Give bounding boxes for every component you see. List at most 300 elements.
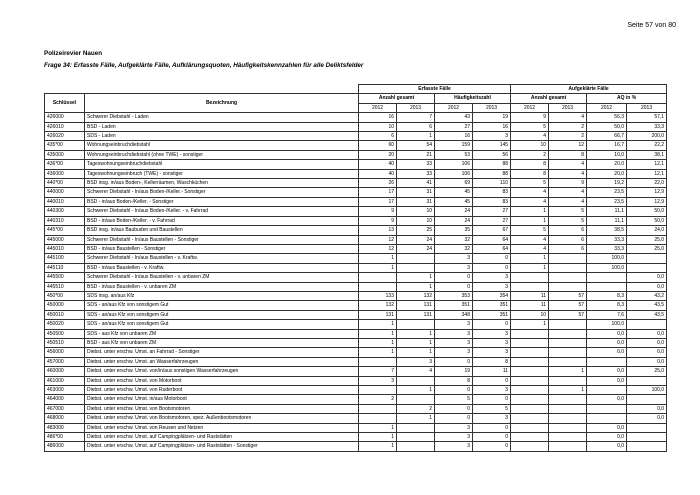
value-cell: 0,0 [627, 357, 667, 366]
value-cell: 133 [359, 291, 397, 300]
key-cell: 460000 [45, 367, 85, 376]
table-row [45, 235, 667, 244]
value-cell: 8,3 [587, 301, 627, 310]
subheader-frequency: Häufigkeitszahl [435, 94, 511, 103]
value-cell: 10 [397, 216, 435, 225]
value-cell: 56,3 [587, 113, 627, 122]
value-cell [359, 273, 397, 282]
value-cell: 11,1 [587, 216, 627, 225]
value-cell [549, 254, 587, 263]
value-cell: 7 [359, 367, 397, 376]
value-cell: 5 [511, 179, 549, 188]
value-cell: 145 [473, 141, 511, 150]
value-cell: 24 [397, 235, 435, 244]
value-cell: 1 [511, 263, 549, 272]
table-row [45, 310, 667, 319]
value-cell: 10,0 [587, 150, 627, 159]
value-cell [549, 329, 587, 338]
value-cell [397, 442, 435, 451]
key-cell: 464000 [45, 395, 85, 404]
description-cell: Tageswohnungseinbruchdiebstahl [85, 160, 359, 169]
value-cell: 83 [473, 188, 511, 197]
value-cell [359, 414, 397, 423]
value-cell: 4 [549, 197, 587, 206]
value-cell: 32 [435, 244, 473, 253]
value-cell: 1 [397, 386, 435, 395]
value-cell: 12,1 [627, 160, 667, 169]
table-body [45, 113, 667, 452]
value-cell: 3 [473, 348, 511, 357]
value-cell: 0 [473, 442, 511, 451]
key-cell: 426020 [45, 132, 85, 141]
value-cell [587, 404, 627, 413]
value-cell: 6 [549, 226, 587, 235]
table-row [45, 113, 667, 122]
value-cell: 57 [549, 291, 587, 300]
value-cell [627, 442, 667, 451]
value-cell: 0 [435, 357, 473, 366]
organization-title: Polizeirevier Nauen [44, 50, 103, 57]
column-header-description: Bezeichnung [85, 94, 359, 113]
value-cell [511, 376, 549, 385]
value-cell [397, 263, 435, 272]
header-empty [85, 85, 359, 94]
table-row [45, 273, 667, 282]
value-cell: 6 [359, 132, 397, 141]
key-cell: 450*00 [45, 291, 85, 300]
value-cell: 2 [549, 132, 587, 141]
value-cell: 11 [511, 291, 549, 300]
value-cell [627, 263, 667, 272]
value-cell [397, 320, 435, 329]
key-cell: 450500 [45, 329, 85, 338]
key-cell: 467000 [45, 404, 85, 413]
table-row [45, 226, 667, 235]
value-cell: 0 [435, 386, 473, 395]
value-cell: 9 [511, 113, 549, 122]
value-cell [587, 282, 627, 291]
table-row [45, 423, 667, 432]
value-cell: 0,0 [587, 329, 627, 338]
description-cell: BSD - in/aus Boden-/Keller. - v. Fahrrad [85, 216, 359, 225]
value-cell: 0,0 [587, 423, 627, 432]
value-cell: 33,3 [587, 244, 627, 253]
table-row [45, 188, 667, 197]
value-cell [549, 442, 587, 451]
table-row [45, 320, 667, 329]
year-header: 2012 [435, 103, 473, 112]
description-cell: SDS - aus Kfz von unbaren ZM [85, 329, 359, 338]
table-row [45, 329, 667, 338]
value-cell: 3 [435, 423, 473, 432]
report-subtitle: Frage 34: Erfasste Fälle, Aufgeklärte Fälle, Aufklärungsquoten, Häufigkeitskennzahlen für alle Deliktsfelder [44, 62, 364, 69]
value-cell: 11,1 [587, 207, 627, 216]
value-cell [627, 433, 667, 442]
value-cell: 24 [435, 207, 473, 216]
value-cell: 88 [473, 160, 511, 169]
value-cell [627, 376, 667, 385]
value-cell: 0 [473, 433, 511, 442]
value-cell: 20,0 [587, 160, 627, 169]
description-cell: Schwerer Diebstahl - In/aus Baustellen - v. Kraftw. [85, 254, 359, 263]
table-row [45, 169, 667, 178]
value-cell: 1 [397, 282, 435, 291]
value-cell: 25,0 [627, 235, 667, 244]
value-cell: 66,7 [587, 132, 627, 141]
value-cell: 33 [397, 169, 435, 178]
value-cell: 1 [359, 320, 397, 329]
value-cell: 12 [359, 244, 397, 253]
description-cell: Diebst. unter erschw. Umst. von Reusen und Netzen [85, 423, 359, 432]
description-cell: BSD insg. in/aus Boden-, Kellerräumen, Waschküchen [85, 179, 359, 188]
value-cell [627, 395, 667, 404]
value-cell: 2 [359, 395, 397, 404]
value-cell [359, 282, 397, 291]
table-row [45, 160, 667, 169]
value-cell: 351 [473, 310, 511, 319]
value-cell [549, 273, 587, 282]
value-cell: 200,0 [627, 132, 667, 141]
value-cell: 1 [511, 320, 549, 329]
value-cell: 5 [511, 226, 549, 235]
value-cell: 64 [473, 235, 511, 244]
value-cell: 23,5 [587, 197, 627, 206]
value-cell: 88 [473, 169, 511, 178]
value-cell: 43 [435, 113, 473, 122]
value-cell: 4 [511, 244, 549, 253]
value-cell [511, 348, 549, 357]
table-row [45, 291, 667, 300]
value-cell: 24,0 [627, 226, 667, 235]
value-cell: 132 [359, 301, 397, 310]
value-cell: 10 [397, 207, 435, 216]
key-cell: 450510 [45, 338, 85, 347]
description-cell: Schwerer Diebstahl - In/aus Baustellen - v. unbaren ZM [85, 273, 359, 282]
value-cell: 0,0 [587, 395, 627, 404]
value-cell: 17 [359, 188, 397, 197]
year-header: 2013 [627, 103, 667, 112]
description-cell: Wohnungseinbruchdiebstahl [85, 141, 359, 150]
value-cell: 3 [435, 433, 473, 442]
value-cell: 56 [473, 150, 511, 159]
table-row [45, 254, 667, 263]
key-cell: 450000 [45, 301, 85, 310]
value-cell: 0 [435, 414, 473, 423]
value-cell: 4 [549, 113, 587, 122]
description-cell: SDS - an/aus Kfz von sonstigem Gut [85, 301, 359, 310]
table-row [45, 179, 667, 188]
value-cell: 1 [359, 254, 397, 263]
value-cell: 1 [511, 254, 549, 263]
value-cell [549, 433, 587, 442]
value-cell: 3 [435, 320, 473, 329]
value-cell: 1 [397, 273, 435, 282]
table-row [45, 263, 667, 272]
value-cell [627, 254, 667, 263]
value-cell: 8 [549, 150, 587, 159]
value-cell: 24 [435, 216, 473, 225]
value-cell: 1 [397, 414, 435, 423]
value-cell: 4 [549, 188, 587, 197]
table-row [45, 376, 667, 385]
value-cell: 50,0 [627, 207, 667, 216]
key-cell: 440010 [45, 197, 85, 206]
value-cell: 351 [435, 301, 473, 310]
description-cell: BSD - in/aus Baustellen - Sonstiger [85, 244, 359, 253]
key-cell: 445*00 [45, 226, 85, 235]
value-cell: 45 [435, 188, 473, 197]
value-cell: 5 [473, 404, 511, 413]
value-cell: 35 [435, 226, 473, 235]
value-cell: 24 [397, 244, 435, 253]
value-cell [511, 367, 549, 376]
key-cell: 436000 [45, 169, 85, 178]
value-cell [549, 376, 587, 385]
value-cell: 54 [397, 141, 435, 150]
value-cell: 2 [511, 150, 549, 159]
value-cell: 57 [549, 301, 587, 310]
value-cell: 12,9 [627, 197, 667, 206]
value-cell: 3 [473, 386, 511, 395]
value-cell [587, 357, 627, 366]
key-cell: 435000 [45, 150, 85, 159]
value-cell: 22,2 [627, 141, 667, 150]
value-cell: 3 [435, 329, 473, 338]
value-cell [549, 348, 587, 357]
value-cell: 12,1 [627, 169, 667, 178]
value-cell: 40 [359, 160, 397, 169]
value-cell [549, 282, 587, 291]
value-cell: 5 [511, 122, 549, 131]
value-cell: 3 [397, 357, 435, 366]
value-cell [359, 357, 397, 366]
value-cell: 4 [511, 132, 549, 141]
table-row [45, 367, 667, 376]
table-row [45, 122, 667, 131]
value-cell: 9 [359, 207, 397, 216]
value-cell: 1 [397, 329, 435, 338]
description-cell: BSD - in/aus Boden-/Keller. - Sonstiger [85, 197, 359, 206]
value-cell: 0,0 [627, 273, 667, 282]
value-cell [511, 357, 549, 366]
value-cell: 4 [511, 235, 549, 244]
value-cell: 0,0 [627, 348, 667, 357]
key-cell: 461000 [45, 376, 85, 385]
value-cell [511, 273, 549, 282]
value-cell: 3 [473, 329, 511, 338]
description-cell: Wohnungseinbruchdiebstahl (ohne TWE) - sonstiger [85, 150, 359, 159]
value-cell [359, 404, 397, 413]
page-number: Seite 57 von 80 [627, 22, 676, 29]
table-row [45, 207, 667, 216]
value-cell: 32 [435, 235, 473, 244]
value-cell: 3 [359, 376, 397, 385]
value-cell: 0,0 [587, 367, 627, 376]
value-cell [627, 320, 667, 329]
value-cell: 4 [511, 197, 549, 206]
table-row [45, 197, 667, 206]
value-cell: 0,0 [587, 376, 627, 385]
value-cell: 43,2 [627, 291, 667, 300]
value-cell: 0 [473, 320, 511, 329]
description-cell: Diebst. unter erschw. Umst. von Motorboot [85, 376, 359, 385]
value-cell: 17 [359, 197, 397, 206]
value-cell: 10 [511, 310, 549, 319]
value-cell: 351 [473, 301, 511, 310]
key-cell: 445510 [45, 282, 85, 291]
value-cell: 6 [549, 244, 587, 253]
value-cell [627, 423, 667, 432]
value-cell: 4 [549, 169, 587, 178]
value-cell: 8,3 [587, 291, 627, 300]
key-cell: 463000 [45, 386, 85, 395]
value-cell: 45 [435, 197, 473, 206]
description-cell: SDS - an/aus Kfz von sonstigem Gut [85, 320, 359, 329]
value-cell: 16,7 [587, 141, 627, 150]
value-cell: 6 [397, 122, 435, 131]
value-cell: 27 [435, 122, 473, 131]
key-cell: 486000 [45, 442, 85, 451]
value-cell: 0,0 [587, 442, 627, 451]
header-row-subgroups [45, 94, 667, 103]
value-cell: 159 [435, 141, 473, 150]
key-cell: 450020 [45, 320, 85, 329]
value-cell: 50,0 [627, 216, 667, 225]
value-cell: 0,0 [587, 348, 627, 357]
description-cell: Schwerer Diebstahl - In/aus Boden-/Keller.- Sonstiger [85, 188, 359, 197]
header-empty [45, 85, 85, 94]
value-cell: 12,9 [627, 188, 667, 197]
value-cell: 27 [473, 207, 511, 216]
value-cell: 3 [473, 132, 511, 141]
value-cell: 3 [435, 338, 473, 347]
value-cell: 100,0 [587, 254, 627, 263]
value-cell: 31 [397, 197, 435, 206]
description-cell: BSD - aus Kfz von unbaren ZM [85, 338, 359, 347]
value-cell: 348 [435, 310, 473, 319]
value-cell [397, 395, 435, 404]
value-cell [511, 329, 549, 338]
value-cell: 3 [435, 263, 473, 272]
value-cell: 1 [359, 329, 397, 338]
table-row [45, 442, 667, 451]
value-cell: 4 [549, 160, 587, 169]
value-cell: 23,5 [587, 188, 627, 197]
value-cell: 1 [397, 132, 435, 141]
value-cell: 27 [473, 216, 511, 225]
key-cell: 450010 [45, 310, 85, 319]
value-cell: 7,6 [587, 310, 627, 319]
description-cell: BSD - in/aus Baustellen - v. Kraftw. [85, 263, 359, 272]
description-cell: SDS - Laden [85, 132, 359, 141]
value-cell: 8 [511, 169, 549, 178]
description-cell: SDS insg. an/aus Kfz [85, 291, 359, 300]
value-cell: 20,0 [587, 169, 627, 178]
value-cell [587, 386, 627, 395]
value-cell: 131 [397, 310, 435, 319]
description-cell: Diebst. unter erschw. Umst. an Fahrrad - Sonstiger [85, 348, 359, 357]
value-cell [511, 404, 549, 413]
value-cell: 8 [511, 160, 549, 169]
value-cell: 12 [359, 235, 397, 244]
value-cell: 1 [397, 338, 435, 347]
value-cell: 38,5 [587, 226, 627, 235]
value-cell: 100,0 [627, 386, 667, 395]
value-cell [587, 414, 627, 423]
value-cell [549, 423, 587, 432]
value-cell: 25 [397, 226, 435, 235]
key-cell: 483000 [45, 423, 85, 432]
value-cell: 3 [473, 273, 511, 282]
value-cell [511, 282, 549, 291]
value-cell: 2 [397, 404, 435, 413]
value-cell: 0 [435, 404, 473, 413]
description-cell: Diebst. unter erschw. Umst. von Bootsmotoren, spez. Außenbootsmotoren [85, 414, 359, 423]
description-cell: Schwerer Diebstahl - Laden [85, 113, 359, 122]
value-cell [549, 414, 587, 423]
column-header-key: Schlüssel [45, 94, 85, 113]
value-cell: 100,0 [587, 320, 627, 329]
table-row [45, 150, 667, 159]
key-cell: 457000 [45, 357, 85, 366]
key-cell: 456000 [45, 348, 85, 357]
value-cell [511, 386, 549, 395]
value-cell [359, 386, 397, 395]
key-cell: 445110 [45, 263, 85, 272]
description-cell: Tageswohnungseinbruch (TWE) - sonstiger [85, 169, 359, 178]
value-cell: 5 [435, 395, 473, 404]
value-cell: 26 [359, 179, 397, 188]
description-cell: BSD - Laden [85, 122, 359, 131]
group-recorded-cases: Erfasste Fälle [359, 85, 511, 94]
year-header: 2012 [511, 103, 549, 112]
value-cell: 110 [473, 179, 511, 188]
value-cell [549, 357, 587, 366]
value-cell: 1 [511, 207, 549, 216]
key-cell: 468000 [45, 414, 85, 423]
value-cell [549, 320, 587, 329]
value-cell: 13 [359, 226, 397, 235]
value-cell [549, 395, 587, 404]
table-row [45, 141, 667, 150]
value-cell: 67 [473, 226, 511, 235]
table-row [45, 395, 667, 404]
value-cell: 25,0 [627, 244, 667, 253]
value-cell: 0 [473, 423, 511, 432]
value-cell: 0,0 [627, 329, 667, 338]
key-cell: 426010 [45, 122, 85, 131]
key-cell: 445100 [45, 254, 85, 263]
value-cell: 3 [435, 442, 473, 451]
value-cell: 50,0 [587, 122, 627, 131]
value-cell: 38,1 [627, 150, 667, 159]
value-cell: 0 [435, 273, 473, 282]
value-cell: 3 [473, 282, 511, 291]
value-cell: 132 [397, 291, 435, 300]
value-cell: 354 [473, 291, 511, 300]
description-cell: Schwerer Diebstahl - In/aus Boden-/Keller. - v. Fahrrad [85, 207, 359, 216]
key-cell: 440310 [45, 216, 85, 225]
group-solved-cases: Aufgeklärte Fälle [511, 85, 667, 94]
value-cell: 19 [473, 113, 511, 122]
subheader-quota: AQ in % [587, 94, 667, 103]
value-cell: 8 [435, 376, 473, 385]
key-cell: 445010 [45, 244, 85, 253]
value-cell: 22,0 [627, 179, 667, 188]
value-cell: 1 [359, 433, 397, 442]
value-cell: 106 [435, 169, 473, 178]
value-cell: 131 [397, 301, 435, 310]
